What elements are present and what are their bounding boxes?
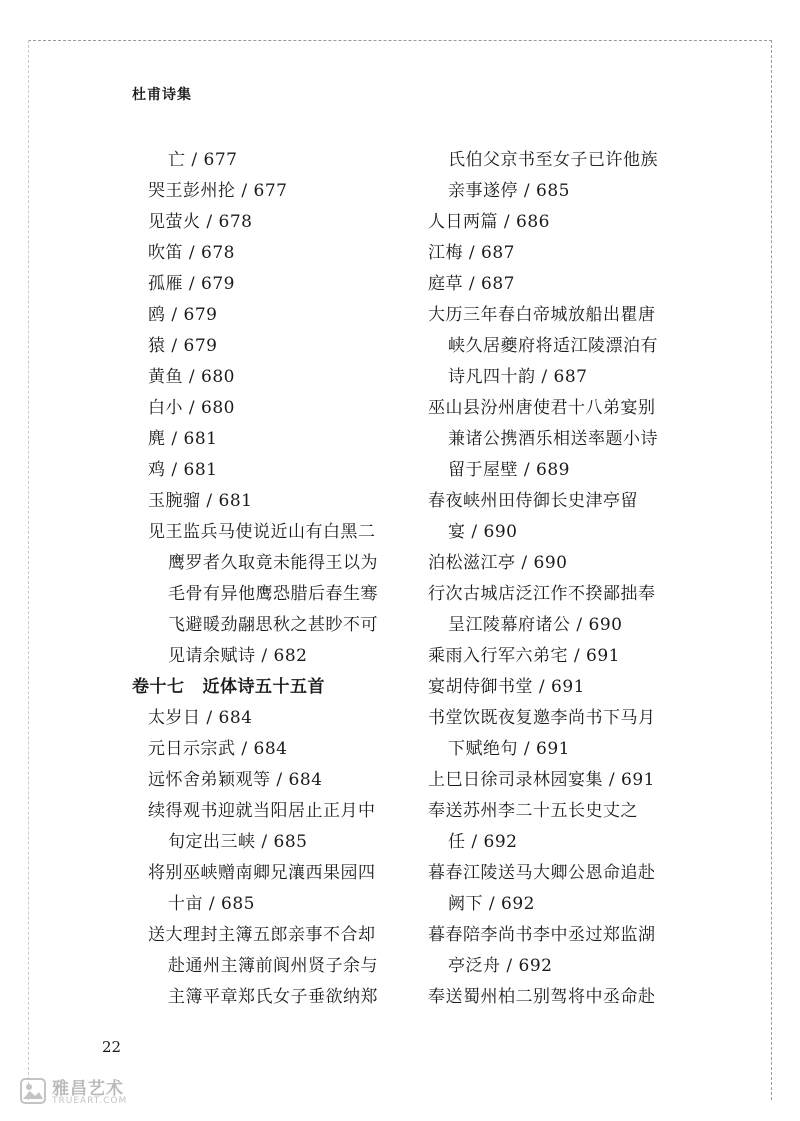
- toc-entry-line: 人日两篇 / 686: [428, 212, 550, 232]
- toc-entry-line: 远怀舍弟颖观等 / 684: [148, 770, 323, 790]
- toc-entry-line: 奉送蜀州柏二别驾将中丞命赴: [428, 987, 656, 1007]
- toc-entry-line: 鸡 / 681: [148, 460, 218, 480]
- toc-entry-line: 奉送苏州李二十五长史丈之: [428, 801, 638, 821]
- toc-entry-line: 鸥 / 679: [148, 305, 218, 325]
- toc-entry-line: 亲事遂停 / 685: [448, 181, 570, 201]
- volume-heading: [132, 672, 408, 703]
- toc-entry-line: 太岁日 / 684: [148, 708, 253, 728]
- toc-entry-line: 亭泛舟 / 692: [448, 956, 553, 976]
- volume-subtitle: 近体诗五十五首: [202, 677, 325, 697]
- toc-entry-line: 将别巫峡赠南卿兄瀼西果园四: [148, 863, 376, 883]
- toc-entry-line: 孤雁 / 679: [148, 274, 235, 294]
- toc-entry-line: 任 / 692: [448, 832, 518, 852]
- toc-entry-line: 吹笛 / 678: [148, 243, 235, 263]
- toc-entry-line: 诗凡四十韵 / 687: [448, 367, 588, 387]
- toc-entry-line: 宴 / 690: [448, 522, 518, 542]
- toc-entry-line: 上巳日徐司录林园宴集 / 691: [428, 770, 655, 790]
- toc-entry-line: 呈江陵幕府诸公 / 690: [448, 615, 623, 635]
- toc-entry-line: 兼诸公携酒乐相送率题小诗: [448, 429, 658, 449]
- watermark-subtext: TRUEART.COM: [52, 1096, 128, 1106]
- toc-entry-line: 续得观书迎就当阳居止正月中: [148, 801, 376, 821]
- toc-entry-line: 春夜峡州田侍御长史津亭留: [428, 491, 638, 511]
- toc-entry-line: 庭草 / 687: [428, 274, 515, 294]
- toc-entry-line: 大历三年春白帝城放船出瞿唐: [428, 305, 656, 325]
- toc-entry-line: 猿 / 679: [148, 336, 218, 356]
- toc-entry-line: 巫山县汾州唐使君十八弟宴别: [428, 398, 656, 418]
- page-number: 22: [102, 1038, 122, 1056]
- toc-entry-line: 玉腕骝 / 681: [148, 491, 253, 511]
- toc-entry-line: 旬定出三峡 / 685: [168, 832, 308, 852]
- toc-entry-line: 暮春陪李尚书李中丞过郑监湖: [428, 925, 656, 945]
- volume-title: 卷十七: [132, 677, 185, 697]
- page-frame-left: [28, 40, 29, 1100]
- toc-entry-line: 下赋绝句 / 691: [448, 739, 570, 759]
- toc-entry-line: 江梅 / 687: [428, 243, 515, 263]
- toc-entry-line: 见请余赋诗 / 682: [168, 646, 308, 666]
- toc-entry-line: 鹰罗者久取竟未能得王以为: [168, 553, 378, 573]
- toc-entry-line: 赴通州主簿前阆州贤子余与: [168, 956, 378, 976]
- toc-entry-line: 白小 / 680: [148, 398, 235, 418]
- toc-entry-line: 十亩 / 685: [168, 894, 255, 914]
- toc-entry-line: 见萤火 / 678: [148, 212, 253, 232]
- toc-entry-line: 哭王彭州抡 / 677: [148, 181, 288, 201]
- toc-entry-line: 乘雨入行军六弟宅 / 691: [428, 646, 620, 666]
- watermark: [20, 1074, 180, 1110]
- toc-entry-line: 行次古城店泛江作不揆鄙拙奉: [428, 584, 656, 604]
- toc-entry-line: 书堂饮既夜复邀李尚书下马月: [428, 708, 656, 728]
- toc-entry-line: 毛骨有异他鹰恐腊后春生骞: [168, 584, 378, 604]
- toc-entry-line: 阙下 / 692: [448, 894, 535, 914]
- toc-entry-line: 氏伯父京书至女子已许他族: [448, 150, 658, 170]
- toc-left-column: [132, 145, 408, 1013]
- toc-entry-line: 黄鱼 / 680: [148, 367, 235, 387]
- toc-right-column: [428, 145, 688, 1013]
- toc-entry-line: 元日示宗武 / 684: [148, 739, 288, 759]
- toc-entry-line: 见王监兵马使说近山有白黑二: [148, 522, 376, 542]
- running-header: 杜甫诗集: [132, 87, 192, 103]
- toc-entry-line: 留于屋壁 / 689: [448, 460, 570, 480]
- toc-entry-line: 宴胡侍御书堂 / 691: [428, 677, 585, 697]
- toc-entry-line: 峡久居夔府将适江陵漂泊有: [448, 336, 658, 356]
- toc-entry-line: 飞避暖劲翮思秋之甚眇不可: [168, 615, 378, 635]
- toc-entry-line: 泊松滋江亭 / 690: [428, 553, 568, 573]
- toc-entry-line: 麂 / 681: [148, 429, 218, 449]
- watermark-text: 雅昌艺术: [52, 1079, 124, 1099]
- toc-entry-line: 送大理封主簿五郎亲事不合却: [148, 925, 376, 945]
- toc-entry-line: 暮春江陵送马大卿公恩命追赴: [428, 863, 656, 883]
- toc-entry-line: 主簿平章郑氏女子垂欲纳郑: [168, 987, 378, 1007]
- watermark-logo-icon: [20, 1078, 46, 1104]
- toc-entry-line: 亡 / 677: [168, 150, 238, 170]
